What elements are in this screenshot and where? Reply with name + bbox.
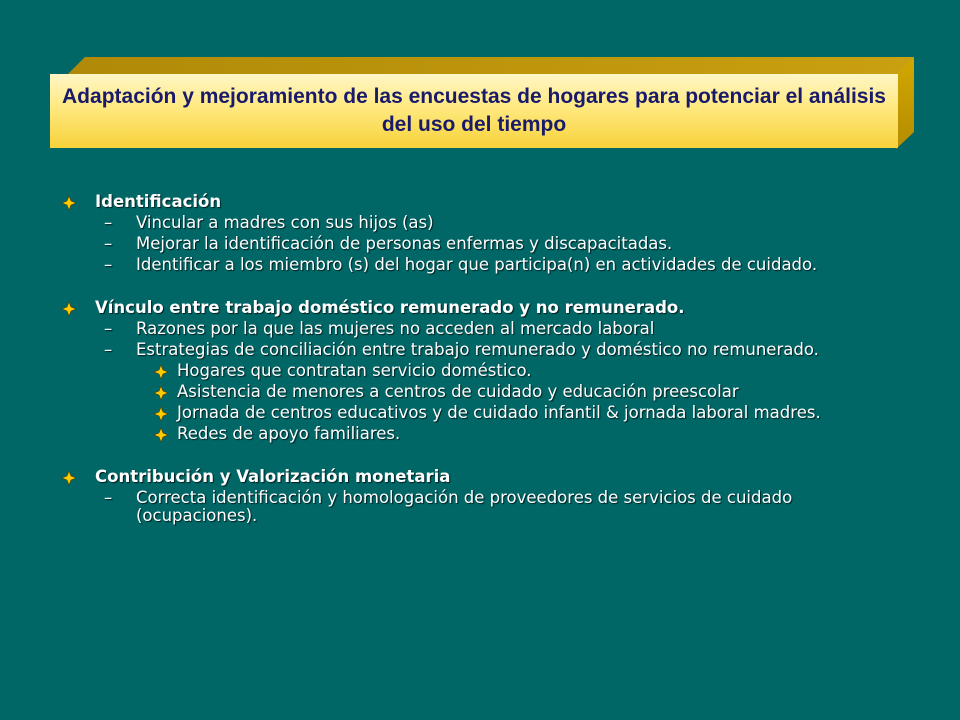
list-item: – Estrategias de conciliación entre trabajo remunerado y doméstico no remunerado. — [104, 340, 819, 359]
sub-list-item: Asistencia de menores a centros de cuidado y educación preescolar — [60, 383, 900, 401]
slide-body — [60, 193, 900, 528]
list-item: – Mejorar la identificación de personas enfermas y discapacitadas. — [104, 234, 673, 253]
diamond-bullet-icon — [62, 196, 76, 210]
sub-list-item: Hogares que contratan servicio doméstico. — [60, 362, 900, 380]
slide-title: Adaptación y mejoramiento de las encuestas de hogares para potenciar el análisis del uso del tiempo — [62, 85, 886, 136]
list-item: – Identificar a los miembro (s) del hogar que participa(n) en actividades de cuidado. — [104, 255, 818, 274]
sub-list-item: Redes de apoyo familiares. — [60, 425, 900, 443]
title-box — [50, 74, 898, 148]
list-item: – Razones por la que las mujeres no acceden al mercado laboral — [104, 319, 655, 338]
list-item: – Correcta identificación y homologación de proveedores de servicios de cuidado (ocupaciones). — [104, 488, 793, 525]
title-box-top-face — [68, 57, 914, 74]
section-heading-contribucion: Contribución y Valorización monetaria — [60, 468, 900, 486]
diamond-bullet-icon — [154, 386, 168, 400]
diamond-bullet-icon — [154, 428, 168, 442]
diamond-bullet-icon — [62, 471, 76, 485]
section-heading-identificacion: Identificación — [60, 193, 900, 211]
diamond-bullet-icon — [154, 365, 168, 379]
diamond-bullet-icon — [62, 302, 76, 316]
sub-list-item: Jornada de centros educativos y de cuidado infantil & jornada laboral madres. — [60, 404, 900, 422]
diamond-bullet-icon — [154, 407, 168, 421]
list-item: – Vincular a madres con sus hijos (as) — [104, 213, 434, 232]
section-heading-vinculo: Vínculo entre trabajo doméstico remunerado y no remunerado. — [60, 299, 900, 317]
